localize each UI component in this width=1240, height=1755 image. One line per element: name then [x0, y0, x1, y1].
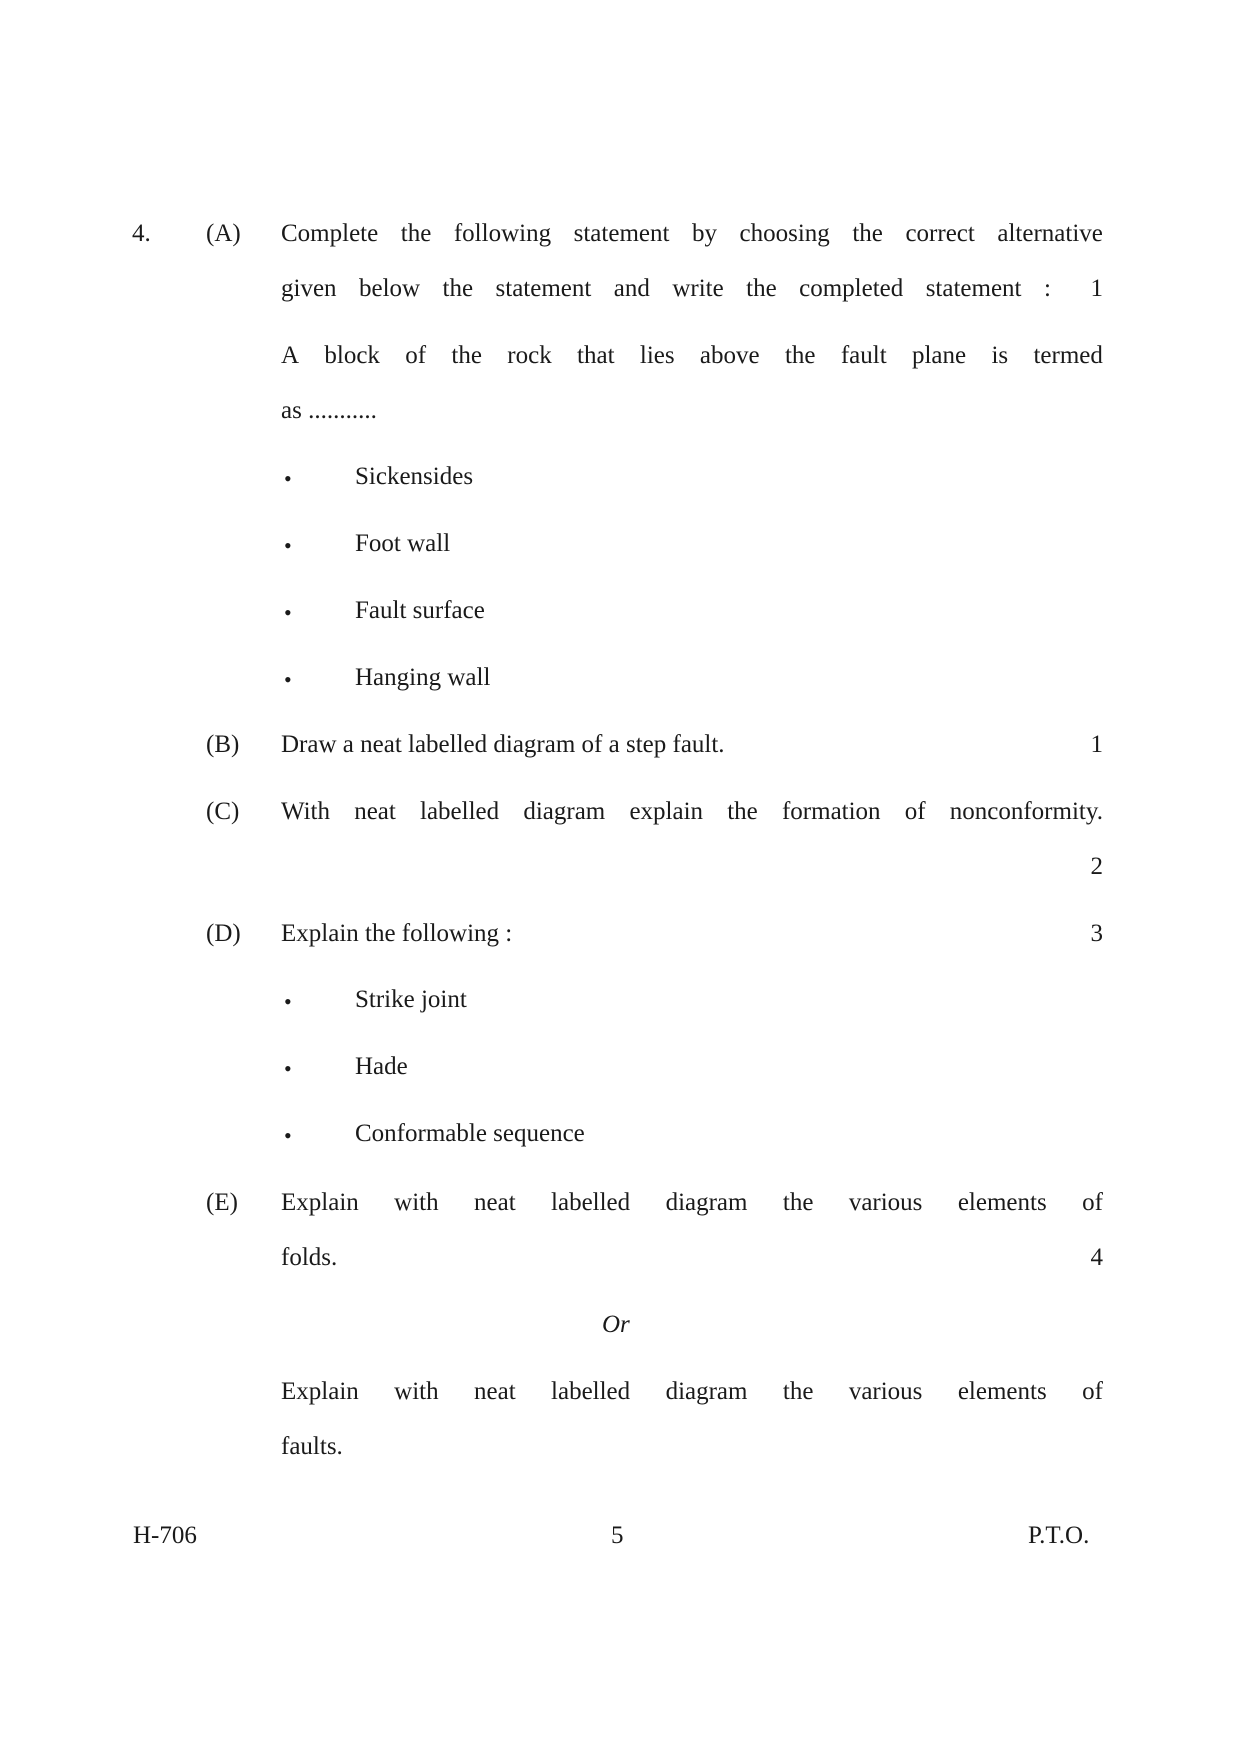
word: nonconformity. — [949, 798, 1103, 825]
word: choosing — [739, 220, 830, 247]
word: following — [453, 220, 552, 247]
word: Explain — [281, 1189, 359, 1216]
word: the — [746, 275, 777, 302]
part-e-alt-line1 — [281, 1378, 1103, 1406]
bullet-icon: • — [284, 1056, 292, 1081]
word: formation — [781, 798, 881, 825]
word: : — [1043, 275, 1051, 302]
explain-item: Conformable sequence — [355, 1120, 585, 1147]
part-a-statement-line2: as ........... — [281, 397, 377, 424]
word: Explain — [281, 1378, 359, 1405]
bullet-icon: • — [284, 600, 292, 625]
word: labelled — [551, 1378, 631, 1405]
word: various — [848, 1378, 923, 1405]
bullet-icon: • — [284, 1123, 292, 1148]
part-b-label: (B) — [206, 731, 240, 758]
word: A — [281, 342, 300, 369]
part-c-text — [281, 798, 1103, 826]
part-e-marks: 4 — [1090, 1244, 1103, 1271]
word: by — [691, 220, 717, 247]
word: the — [442, 275, 474, 302]
word: termed — [1033, 342, 1103, 369]
word: below — [358, 275, 421, 302]
word: the — [451, 342, 482, 369]
explain-item: Strike joint — [355, 986, 467, 1013]
word: the — [727, 798, 758, 825]
part-e-text-line1 — [281, 1189, 1103, 1217]
bullet-icon: • — [284, 989, 292, 1014]
word: fault — [840, 342, 887, 369]
word: the — [784, 342, 816, 369]
word: that — [577, 342, 615, 369]
word: write — [672, 275, 724, 302]
word: labelled — [420, 798, 500, 825]
word: is — [991, 342, 1009, 369]
word: neat — [354, 798, 396, 825]
option-item: Fault surface — [355, 597, 485, 624]
paper-code: H-706 — [133, 1522, 197, 1549]
word: of — [1082, 1378, 1103, 1405]
word: diagram — [665, 1378, 748, 1405]
bullet-icon: • — [284, 466, 292, 491]
part-a-statement-line1 — [281, 342, 1103, 370]
word: correct — [905, 220, 975, 247]
part-d-label: (D) — [206, 920, 241, 947]
word: various — [848, 1189, 923, 1216]
part-a-marks: 1 — [1090, 275, 1103, 302]
word: elements — [957, 1378, 1047, 1405]
word: completed — [799, 275, 904, 302]
word: given — [281, 275, 337, 302]
word: statement — [495, 275, 592, 302]
word: neat — [474, 1378, 516, 1405]
word: of — [405, 342, 427, 369]
word: diagram — [665, 1189, 748, 1216]
part-c-marks: 2 — [1090, 853, 1103, 880]
part-a-instruction-line2 — [281, 275, 1051, 303]
part-a-instruction-line1 — [281, 220, 1103, 248]
option-item: Hanging wall — [355, 664, 491, 691]
word: neat — [474, 1189, 516, 1216]
part-b-text: Draw a neat labelled diagram of a step fault. — [281, 731, 725, 758]
word: and — [613, 275, 650, 302]
word: elements — [957, 1189, 1047, 1216]
word: block — [324, 342, 380, 369]
word: rock — [507, 342, 552, 369]
word: above — [699, 342, 760, 369]
word: the — [782, 1189, 814, 1216]
explain-item: Hade — [355, 1053, 408, 1080]
word: labelled — [551, 1189, 631, 1216]
word: explain — [629, 798, 704, 825]
word: with — [394, 1378, 439, 1405]
word: the — [852, 220, 883, 247]
word: Complete — [281, 220, 379, 247]
part-e-label: (E) — [206, 1189, 238, 1216]
word: statement — [573, 220, 670, 247]
word: statement — [925, 275, 1022, 302]
word: the — [782, 1378, 814, 1405]
word: alternative — [997, 220, 1103, 247]
word: plane — [911, 342, 967, 369]
question-number: 4. — [132, 220, 151, 247]
word: With — [281, 798, 330, 825]
part-e-alt-line2: faults. — [281, 1433, 343, 1460]
part-d-marks: 3 — [1090, 920, 1103, 947]
word: of — [904, 798, 926, 825]
word: with — [394, 1189, 439, 1216]
option-item: Sickensides — [355, 463, 474, 490]
part-d-text: Explain the following : — [281, 920, 513, 947]
part-a-label: (A) — [206, 220, 241, 247]
pto-label: P.T.O. — [1028, 1522, 1090, 1549]
bullet-icon: • — [284, 533, 292, 558]
or-separator: Or — [602, 1311, 630, 1338]
word: the — [400, 220, 432, 247]
option-item: Foot wall — [355, 530, 451, 557]
part-e-text-line2: folds. — [281, 1244, 338, 1271]
part-b-marks: 1 — [1090, 731, 1103, 758]
word: of — [1082, 1189, 1103, 1216]
word: diagram — [523, 798, 606, 825]
bullet-icon: • — [284, 667, 292, 692]
page-number: 5 — [611, 1522, 624, 1549]
word: lies — [639, 342, 675, 369]
part-c-label: (C) — [206, 798, 240, 825]
